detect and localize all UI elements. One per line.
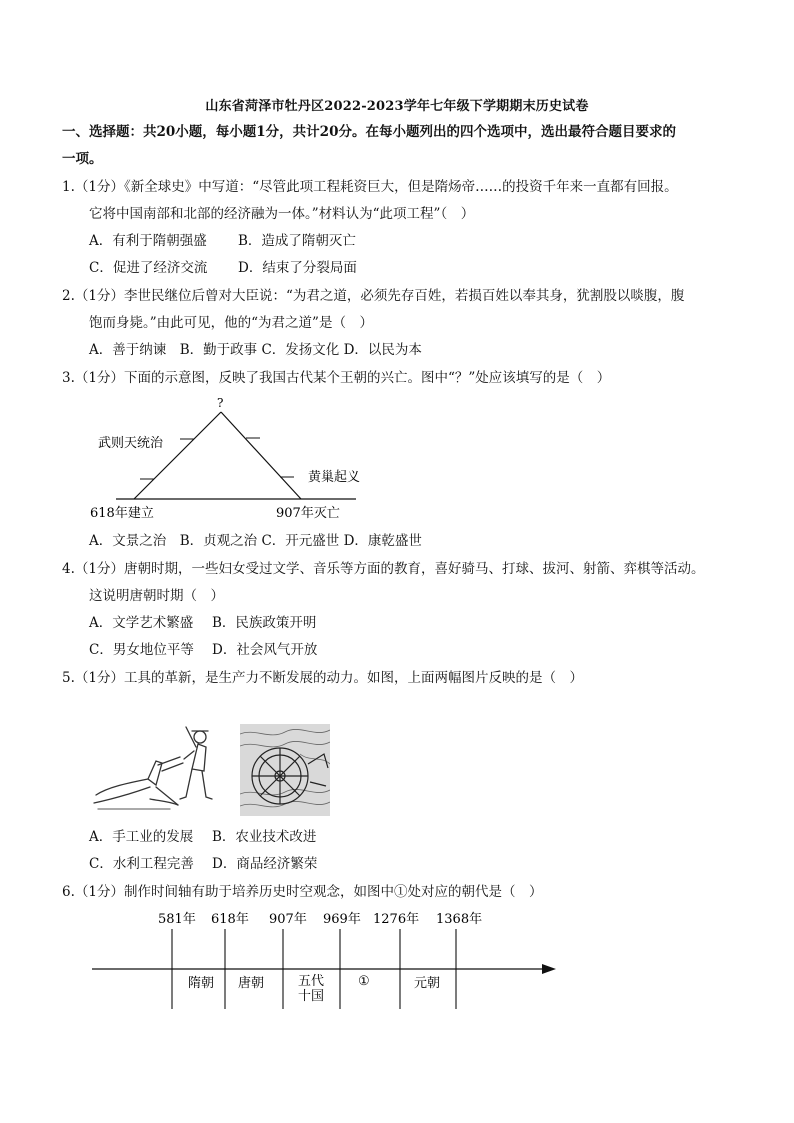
q5-waterwheel-illustration bbox=[240, 724, 330, 816]
q5-option-b: B．农业技术改进 bbox=[212, 829, 317, 845]
q5-option-d: D．商品经济繁荣 bbox=[212, 856, 318, 872]
q3-dynasty-diagram bbox=[80, 392, 400, 522]
diagram-rise-line bbox=[134, 412, 221, 499]
diagram-fall-line bbox=[221, 412, 301, 499]
q6-timeline bbox=[88, 905, 563, 1015]
diagram-label-wuzetian: 武则天统治 bbox=[98, 436, 164, 451]
diagram-question-mark: ? bbox=[217, 396, 224, 410]
q5-stem: 5.（1分）工具的革新，是生产力不断发展的动力。如图，上面两幅图片反映的是（ ） bbox=[62, 670, 583, 686]
diagram-label-end: 907年灭亡 bbox=[276, 506, 340, 521]
q5-plough-illustration bbox=[88, 717, 233, 817]
timeline-arrow bbox=[542, 964, 556, 974]
q4-option-a: A．文学艺术繁盛 bbox=[89, 615, 194, 631]
year-label-907: 907年 bbox=[269, 912, 307, 927]
q3-stem: 3.（1分）下面的示意图，反映了我国古代某个王朝的兴亡。图中“？”处应该填写的是（ ） bbox=[62, 370, 611, 386]
q1-option-b: B．造成了隋朝灭亡 bbox=[238, 233, 356, 249]
q1-option-c: C．促进了经济交流 bbox=[89, 260, 208, 276]
section-heading-line1: 一、选择题：共20小题，每小题1分，共计20分。在每小题列出的四个选项中，选出最符合题目要求的 bbox=[62, 124, 676, 140]
period-wudai: 五代 bbox=[298, 974, 325, 989]
diagram-label-huangchao: 黄巢起义 bbox=[308, 470, 361, 485]
q1-option-d: D．结束了分裂局面 bbox=[238, 260, 357, 276]
q2-options: A．善于纳谏 B．勤于政事 C．发扬文化 D．以民为本 bbox=[89, 342, 422, 358]
period-shiguo: 十国 bbox=[298, 989, 325, 1004]
period-yuan: 元朝 bbox=[414, 976, 441, 991]
year-label-581: 581年 bbox=[158, 912, 196, 927]
q3-options: A．文景之治 B．贞观之治 C．开元盛世 D．康乾盛世 bbox=[89, 533, 422, 549]
year-label-1276: 1276年 bbox=[373, 912, 420, 927]
q4-option-c: C．男女地位平等 bbox=[89, 642, 194, 658]
q1-stem-line1: 1.（1分）《新全球史》中写道：“尽管此项工程耗资巨大，但是隋炀帝……的投资千年来一直都有回报。 bbox=[62, 179, 678, 195]
q2-stem-line1: 2.（1分）李世民继位后曾对大臣说：“为君之道，必须先存百姓，若损百姓以奉其身，犹割股以啖腹，腹 bbox=[62, 288, 685, 304]
q5-option-c: C．水利工程完善 bbox=[89, 856, 194, 872]
section-heading-line2: 一项。 bbox=[62, 151, 103, 167]
year-label-618: 618年 bbox=[211, 912, 249, 927]
q1-stem-line2: 它将中国南部和北部的经济融为一体。”材料认为“此项工程”（ ） bbox=[89, 206, 475, 222]
year-label-1368: 1368年 bbox=[436, 912, 483, 927]
exam-title: 山东省菏泽市牡丹区2022-2023学年七年级下学期期末历史试卷 bbox=[205, 99, 589, 114]
q4-option-d: D．社会风气开放 bbox=[212, 642, 318, 658]
year-label-969: 969年 bbox=[323, 912, 361, 927]
q1-option-a: A．有利于隋朝强盛 bbox=[89, 233, 207, 249]
period-tang: 唐朝 bbox=[238, 976, 265, 991]
q4-stem-line2: 这说明唐朝时期（ ） bbox=[89, 588, 224, 604]
q6-stem: 6.（1分）制作时间轴有助于培养历史时空观念，如图中①处对应的朝代是（ ） bbox=[62, 884, 543, 900]
q2-stem-line2: 饱而身毙。”由此可见，他的“为君之道”是（ ） bbox=[89, 315, 373, 331]
period-sui: 隋朝 bbox=[188, 976, 215, 991]
period-blank-1: ① bbox=[358, 974, 370, 989]
q4-option-b: B．民族政策开明 bbox=[212, 615, 317, 631]
q5-option-a: A．手工业的发展 bbox=[89, 829, 194, 845]
diagram-label-start: 618年建立 bbox=[90, 506, 154, 521]
q4-stem-line1: 4.（1分）唐朝时期，一些妇女受过文学、音乐等方面的教育，喜好骑马、打球、拔河、射箭、弈棋等活动。 bbox=[62, 561, 705, 577]
